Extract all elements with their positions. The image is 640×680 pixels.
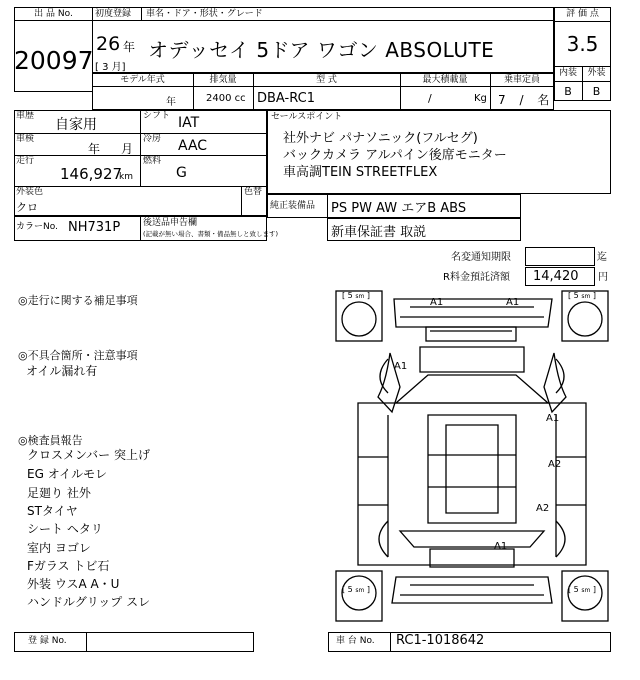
displacement-label: 排気量 — [209, 75, 237, 85]
history: 自家用 — [55, 117, 97, 133]
damage-mark-3: A1 — [394, 361, 408, 372]
damage-mark-6: A2 — [536, 503, 550, 514]
color-change-label: 色替 — [244, 187, 263, 197]
score-label: 評 価 点 — [566, 9, 599, 19]
fuel-label: 燃料 — [143, 156, 162, 166]
recycle-value: 14,420 — [533, 269, 579, 284]
ac-label: 冷房 — [143, 134, 162, 144]
equipment-label: 純正装備品 — [270, 201, 316, 211]
capacity: 7 / 名 — [498, 93, 550, 107]
reg-month: [ 3 月] — [95, 62, 126, 73]
damage-mark-1: A1 — [430, 297, 444, 308]
defects-heading: ◎不具合箇所・注意事項 — [18, 349, 138, 362]
inspector-note-7: Fガラス トビ石 — [27, 559, 110, 573]
reg-year-unit: 年 — [123, 40, 136, 54]
registration-label: 登 録 No. — [28, 636, 67, 646]
color-no: NH731P — [68, 220, 121, 235]
damage-mark-4: A1 — [546, 413, 560, 424]
interior-grade: B — [564, 85, 572, 98]
name-change-field — [525, 247, 595, 266]
max-load-label: 最大積載量 — [422, 75, 468, 85]
sales-point-3: 車高調TEIN STREETFLEX — [283, 165, 438, 180]
mileage: 146,927 — [60, 165, 123, 183]
car-damage-diagram — [330, 287, 612, 627]
load-separator: / — [428, 92, 432, 105]
tire-label-rl: [ 5 sm ] — [342, 585, 370, 594]
interior-label: 内装 — [558, 68, 577, 78]
mileage-label: 走行 — [16, 156, 35, 166]
color-no-label: カラーNo. — [16, 222, 58, 232]
recycle-unit: 円 — [598, 272, 608, 283]
inspector-note-6: 室内 ヨゴレ — [27, 541, 91, 555]
fuel: G — [176, 165, 187, 181]
chassis-label: 車 台 No. — [336, 636, 375, 646]
inspector-note-2: EG オイルモレ — [27, 467, 108, 481]
recycle-label: R料金預託済額 — [443, 272, 510, 283]
name-change-label: 名変通知期限 — [451, 252, 511, 263]
inspection-year: 年 — [88, 142, 101, 156]
inspector-note-8: 外装 ウスA A・U — [27, 577, 120, 591]
mileage-unit: km — [119, 172, 133, 182]
vehicle-name: オデッセイ 5ドア ワゴン ABSOLUTE — [148, 38, 495, 62]
inspection-month: 月 — [121, 142, 134, 156]
warranty: 新車保証書 取説 — [331, 225, 427, 240]
inspection-label: 車検 — [16, 134, 35, 144]
sales-point-1: 社外ナビ パナソニック(フルセグ) — [283, 131, 478, 146]
score-value: 3.5 — [566, 32, 599, 56]
lot-number: 20097 — [14, 46, 94, 75]
inspector-note-9: ハンドルグリップ スレ — [27, 595, 151, 609]
vehicle-name-label: 車名・ドア・形状・グレード — [146, 9, 263, 19]
post-item-note: (記載が無い場合、書類・備品無しと致します) — [143, 230, 279, 238]
ext-color-label: 外装色 — [16, 187, 44, 197]
inspector-note-1: クロスメンバー 突上げ — [27, 448, 150, 462]
lot-label: 出 品 No. — [34, 9, 73, 19]
exterior-label: 外装 — [587, 68, 606, 78]
driving-remarks-heading: ◎走行に関する補足事項 — [18, 294, 138, 307]
model-code-label: 型 式 — [316, 75, 337, 85]
name-change-unit: 迄 — [597, 252, 607, 263]
tire-label-rr: [ 5 sm ] — [568, 585, 596, 594]
model-year-label: モデル年式 — [120, 75, 165, 85]
model-year-unit: 年 — [166, 97, 176, 108]
shift-label: シフト — [143, 111, 171, 121]
sales-points-label: セールスポイント — [271, 112, 343, 122]
ext-color: クロ — [16, 201, 38, 214]
defect-1: オイル漏れ有 — [26, 364, 98, 378]
exterior-grade: B — [592, 85, 601, 98]
reg-year: 26 — [96, 33, 121, 55]
capacity-label: 乗車定員 — [503, 75, 540, 85]
damage-mark-2: A1 — [506, 297, 520, 308]
inspector-heading: ◎検査員報告 — [18, 434, 83, 447]
inspector-note-5: シート ヘタリ — [27, 522, 103, 536]
first-registration-label: 初度登録 — [95, 9, 132, 19]
sales-point-2: バックカメラ アルパイン後席モニター — [283, 148, 507, 163]
damage-mark-7: A1 — [494, 541, 508, 552]
post-item-label: 後送品申告欄 — [143, 218, 198, 228]
tire-label-fr: [ 5 sm ] — [568, 291, 596, 300]
shift: IAT — [178, 115, 200, 131]
equipment-value: PS PW AW エアB ABS — [331, 201, 467, 216]
damage-mark-5: A2 — [548, 459, 562, 470]
chassis-number: RC1-1018642 — [396, 633, 485, 648]
inspector-note-4: STタイヤ — [27, 504, 78, 518]
displacement: 2400 cc — [206, 93, 246, 104]
history-label: 車歴 — [16, 111, 35, 121]
tire-label-fl: [ 5 sm ] — [342, 291, 370, 300]
inspector-note-3: 足廻り 社外 — [27, 486, 91, 500]
model-code: DBA-RC1 — [257, 91, 315, 106]
ac: AAC — [178, 138, 208, 154]
load-unit: Kg — [474, 93, 487, 104]
